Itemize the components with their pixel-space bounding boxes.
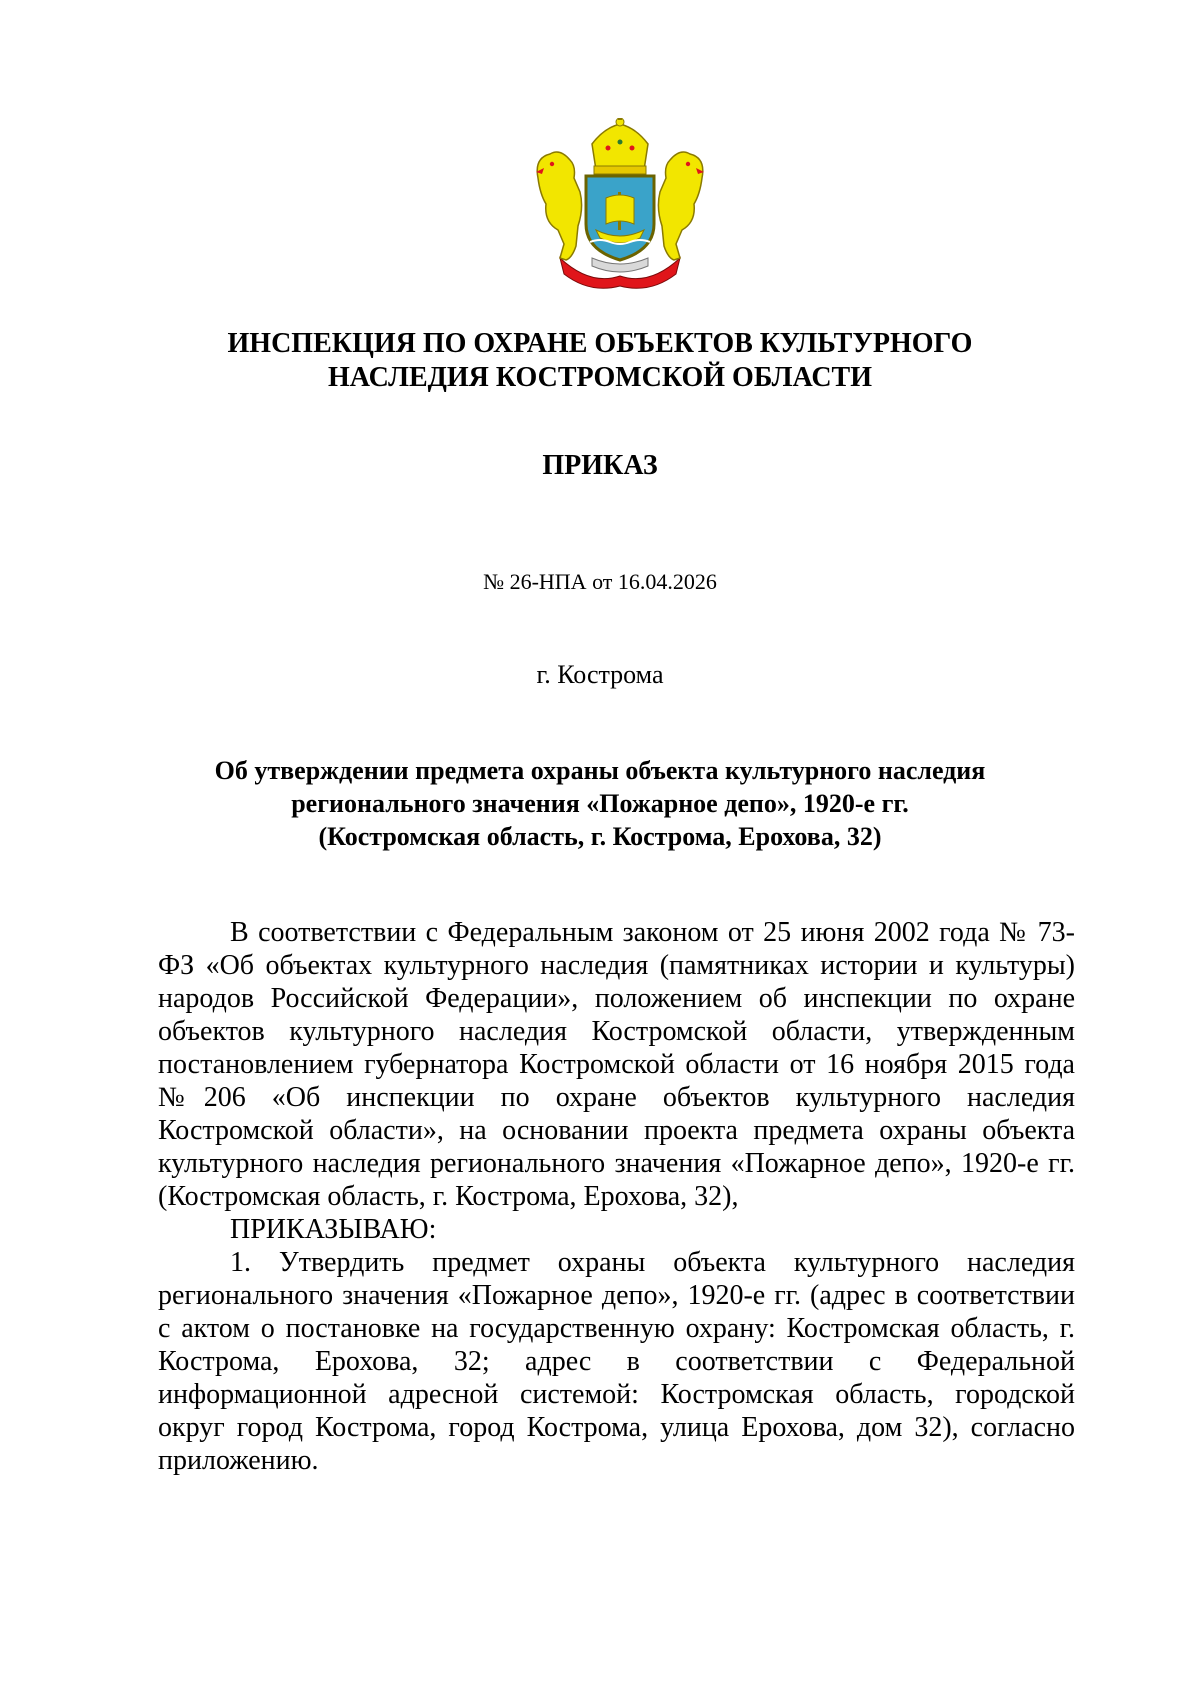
order-word-paragraph: ПРИКАЗЫВАЮ: (230, 1214, 437, 1245)
organization-title-line-1: ИНСПЕКЦИЯ ПО ОХРАНЕ ОБЪЕКТОВ КУЛЬТУРНОГО (227, 328, 973, 359)
document-type-heading: ПРИКАЗ (542, 450, 658, 481)
coat-of-arms-icon (530, 118, 710, 298)
document-subject-line-3: (Костромская область, г. Кострома, Ерохова, 32) (318, 822, 882, 851)
document-subject-line-1: Об утверждении предмета охраны объекта культурного наследия (214, 756, 986, 785)
order-number-date: № 26-НПА от 16.04.2026 (483, 569, 717, 594)
document-subject-line-2: регионального значения «Пожарное депо», 1920-е гг. (291, 789, 909, 818)
organization-title (100, 327, 1100, 395)
organization-title-line-2: НАСЛЕДИЯ КОСТРОМСКОЙ ОБЛАСТИ (327, 362, 873, 393)
preamble-paragraph: В соответствии с Федеральным законом от 25 июня 2002 года № 73-ФЗ «Об объектах культурного наследия (памятниках истории и культуры) народов Российской Федерации», положением об инспекции по охране объектов культурного наследия Костромской области, утвержденным постановлением губернатора Костромской области от 16 ноября 2015 года №206 «Об инспекции по охране объектов культурного наследия Костромской области», на основании проекта предмета охраны объекта культурного наследия регионального значения «Пожарное депо», 1920-е гг. (Костромская область, г. Кострома, Ерохова, 32), (158, 917, 1075, 1212)
item-1-paragraph: 1. Утвердить предмет охраны объекта культурного наследия регионального значения «Пожарное депо», 1920-е гг. (адрес в соответствии с актом о постановке на государственную охрану: Костромская область, г. Кострома, Ерохова, 32; адрес в соответствии с Федеральной информационной адресной системой: Костромская область, городской округ город Кострома, город Кострома, улица Ерохова, дом 32), согласно приложению. (158, 1247, 1075, 1476)
document-subject (100, 754, 1100, 853)
order-city: г. Кострома (536, 660, 664, 689)
document-body (158, 916, 1075, 1477)
